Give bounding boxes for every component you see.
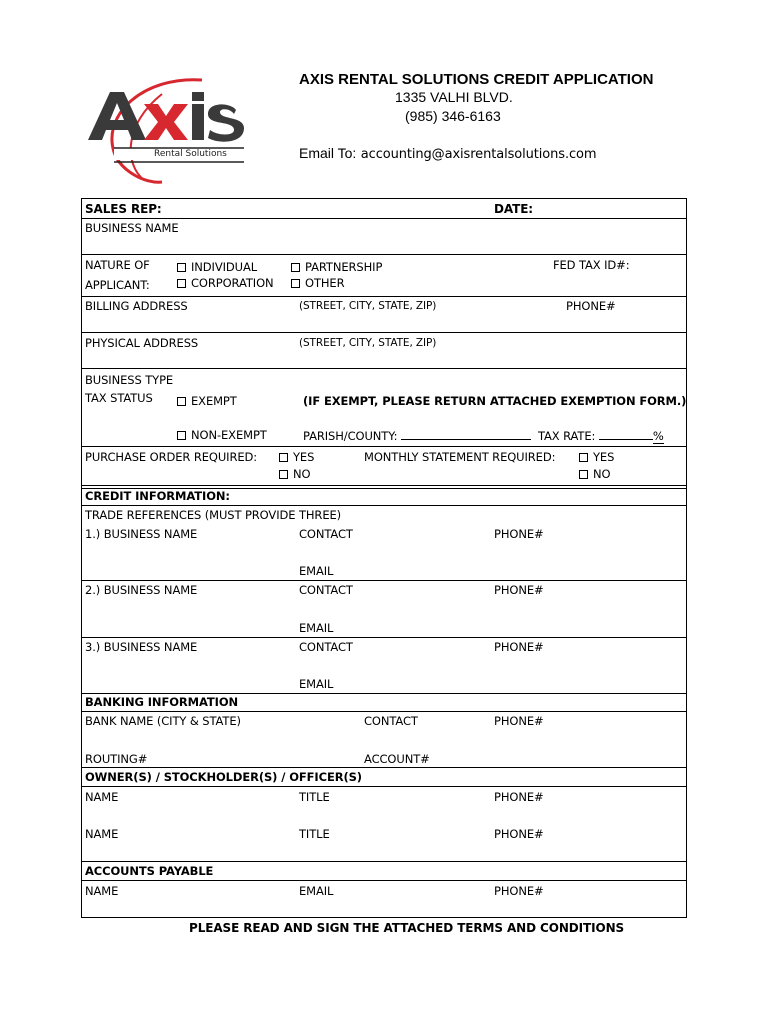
exempt-note: (IF EXEMPT, PLEASE RETURN ATTACHED EXEMPTION FORM.)	[303, 394, 687, 408]
billing-address-label: BILLING ADDRESS	[85, 299, 188, 313]
option-corporation[interactable]	[177, 276, 274, 290]
ap-phone-label: PHONE#	[494, 884, 544, 898]
other-checkbox[interactable]	[291, 279, 300, 288]
divider	[81, 880, 687, 881]
po-no-label: NO	[293, 467, 311, 481]
partnership-label: PARTNERSHIP	[305, 260, 383, 274]
ref1-business-label: 1.) BUSINESS NAME	[85, 527, 198, 541]
divider	[81, 332, 687, 333]
applicant-label: APPLICANT:	[85, 278, 150, 292]
owner2-phone-label: PHONE#	[494, 827, 544, 841]
ref1-email-label: EMAIL	[299, 564, 334, 578]
divider	[81, 637, 687, 638]
bank-contact-label: CONTACT	[364, 714, 418, 728]
email-label: Email To:	[299, 145, 357, 161]
trade-references-label: TRADE REFERENCES (MUST PROVIDE THREE)	[85, 508, 342, 522]
date-label: DATE:	[494, 202, 533, 216]
non-exempt-checkbox[interactable]	[177, 431, 186, 440]
email-line	[299, 145, 596, 163]
ref1-contact-label: CONTACT	[299, 527, 353, 541]
option-exempt[interactable]	[177, 394, 237, 408]
business-name-label: BUSINESS NAME	[85, 221, 179, 235]
logo-graphic	[84, 74, 246, 186]
email-link[interactable]: accounting@axisrentalsolutions.com	[360, 147, 597, 162]
parish-county-line[interactable]	[401, 428, 531, 440]
ref3-phone-label: PHONE#	[494, 640, 544, 654]
divider	[81, 505, 687, 506]
divider	[81, 218, 687, 219]
tax-rate-label: TAX RATE:	[538, 429, 596, 443]
corporation-checkbox[interactable]	[177, 279, 186, 288]
option-partnership[interactable]	[291, 260, 382, 274]
nature-of-label: NATURE OF	[85, 258, 150, 272]
parish-county-field[interactable]	[303, 428, 531, 443]
physical-address-hint: (STREET, CITY, STATE, ZIP)	[299, 337, 437, 349]
account-label: ACCOUNT#	[364, 752, 430, 766]
billing-address-hint: (STREET, CITY, STATE, ZIP)	[299, 300, 437, 312]
billing-phone-label: PHONE#	[566, 299, 616, 313]
tax-status-label: TAX STATUS	[85, 391, 153, 405]
percent-sign: %	[652, 429, 664, 443]
ap-name-label: NAME	[85, 884, 119, 898]
divider	[81, 446, 687, 447]
ref2-contact-label: CONTACT	[299, 583, 353, 597]
tax-rate-field[interactable]	[538, 428, 664, 444]
routing-label: ROUTING#	[85, 752, 148, 766]
bank-phone-label: PHONE#	[494, 714, 544, 728]
owner1-phone-label: PHONE#	[494, 790, 544, 804]
terms-notice: PLEASE READ AND SIGN THE ATTACHED TERMS AND CONDITIONS	[189, 921, 625, 935]
tax-rate-line[interactable]	[599, 428, 653, 440]
non-exempt-label: NON-EXEMPT	[191, 428, 267, 442]
ms-no-option[interactable]	[579, 467, 610, 481]
sales-rep-label: SALES REP:	[85, 202, 162, 216]
divider	[81, 485, 687, 486]
po-yes-checkbox[interactable]	[279, 453, 288, 462]
divider	[81, 254, 687, 255]
exempt-checkbox[interactable]	[177, 397, 186, 406]
other-label: OTHER	[305, 276, 345, 290]
owner1-title-label: TITLE	[299, 790, 330, 804]
company-logo	[84, 74, 246, 186]
divider	[81, 580, 687, 581]
po-no-checkbox[interactable]	[279, 470, 288, 479]
ms-no-label: NO	[593, 467, 611, 481]
option-other[interactable]	[291, 276, 344, 290]
po-no-option[interactable]	[279, 467, 310, 481]
fed-tax-id-label: FED TAX ID#:	[553, 258, 630, 272]
ref2-email-label: EMAIL	[299, 621, 334, 635]
divider	[81, 711, 687, 712]
banking-information-heading: BANKING INFORMATION	[85, 695, 239, 709]
exempt-label: EXEMPT	[191, 394, 237, 408]
physical-address-label: PHYSICAL ADDRESS	[85, 336, 199, 350]
owners-heading: OWNER(S) / STOCKHOLDER(S) / OFFICER(S)	[85, 770, 362, 784]
owner2-title-label: TITLE	[299, 827, 330, 841]
individual-label: INDIVIDUAL	[191, 260, 258, 274]
business-type-label: BUSINESS TYPE	[85, 373, 174, 387]
company-address: 1335 VALHI BLVD.	[395, 89, 513, 105]
ref3-contact-label: CONTACT	[299, 640, 353, 654]
po-yes-option[interactable]	[279, 450, 314, 464]
ms-yes-option[interactable]	[579, 450, 614, 464]
ref3-email-label: EMAIL	[299, 677, 334, 691]
company-phone: (985) 346-6163	[405, 108, 501, 124]
po-required-label: PURCHASE ORDER REQUIRED:	[85, 450, 258, 464]
divider	[81, 861, 687, 862]
partnership-checkbox[interactable]	[291, 263, 300, 272]
credit-information-heading: CREDIT INFORMATION:	[85, 489, 230, 503]
monthly-statement-label: MONTHLY STATEMENT REQUIRED:	[364, 450, 556, 464]
ms-no-checkbox[interactable]	[579, 470, 588, 479]
ap-email-label: EMAIL	[299, 884, 334, 898]
po-yes-label: YES	[293, 450, 315, 464]
ref2-business-label: 2.) BUSINESS NAME	[85, 583, 198, 597]
ms-yes-label: YES	[593, 450, 615, 464]
individual-checkbox[interactable]	[177, 263, 186, 272]
ms-yes-checkbox[interactable]	[579, 453, 588, 462]
form-title: AXIS RENTAL SOLUTIONS CREDIT APPLICATION	[299, 71, 654, 88]
owner1-name-label: NAME	[85, 790, 119, 804]
owner2-name-label: NAME	[85, 827, 119, 841]
ref1-phone-label: PHONE#	[494, 527, 544, 541]
divider	[81, 368, 687, 369]
divider	[81, 693, 687, 694]
parish-county-label: PARISH/COUNTY:	[303, 429, 398, 443]
bank-name-label: BANK NAME (CITY & STATE)	[85, 714, 241, 728]
ref3-business-label: 3.) BUSINESS NAME	[85, 640, 198, 654]
option-non-exempt[interactable]	[177, 428, 267, 442]
divider	[81, 767, 687, 768]
divider	[81, 296, 687, 297]
accounts-payable-heading: ACCOUNTS PAYABLE	[85, 864, 214, 878]
option-individual[interactable]	[177, 260, 257, 274]
ref2-phone-label: PHONE#	[494, 583, 544, 597]
logo-tagline: Rental Solutions	[154, 149, 227, 159]
corporation-label: CORPORATION	[191, 276, 274, 290]
divider	[81, 786, 687, 787]
